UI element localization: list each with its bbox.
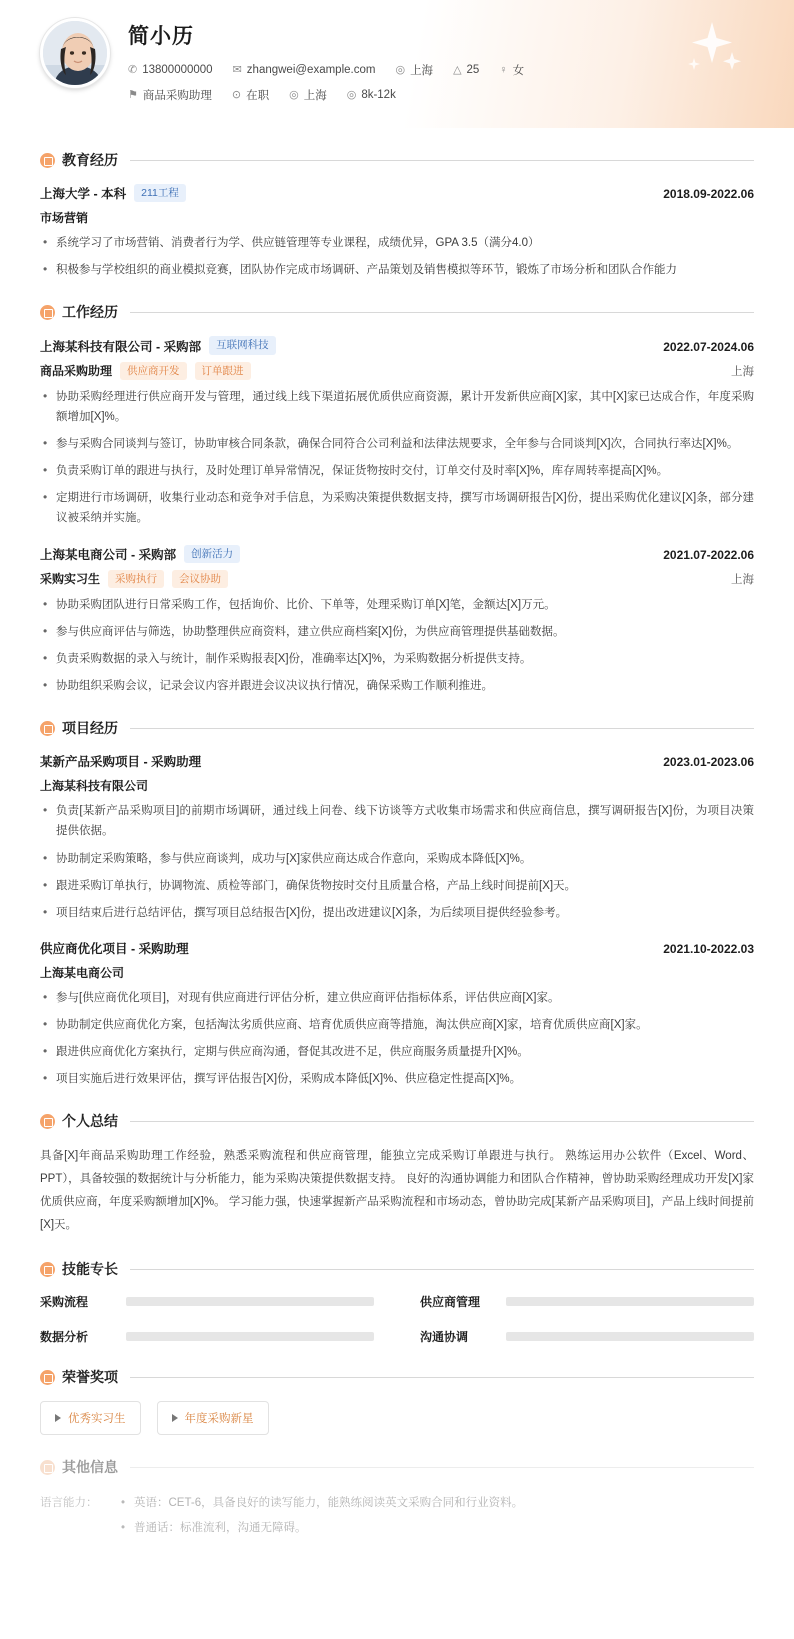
divider [130, 312, 754, 313]
education-entry [40, 184, 754, 280]
job-salary-value: 8k-12k [361, 89, 396, 101]
skill-bar [506, 1332, 754, 1341]
contact-phone [128, 64, 213, 76]
section-header-projects [40, 718, 754, 738]
education-tag: 211工程 [134, 184, 186, 202]
list-item: • 系统学习了市场营销、消费者行为学、供应链管理等专业课程，成绩优异，GPA 3.5（满分4.0） [40, 233, 754, 253]
contact-row [128, 62, 754, 78]
section-title-other: 其他信息 [62, 1459, 118, 1476]
honor-item[interactable] [40, 1401, 141, 1435]
job-status-value: 在职 [246, 90, 270, 102]
list-item: • 跟进供应商优化方案执行，定期与供应商沟通，督促其改进不足，供应商服务质量提升[X]%。 [40, 1042, 754, 1062]
skill-name: 采购流程 [40, 1295, 89, 1310]
entry-row [40, 545, 754, 563]
project-bullets [40, 801, 754, 923]
contact-email [233, 64, 376, 76]
phone-icon: ✆ [128, 63, 138, 76]
work-bullets [40, 595, 754, 697]
honor-icon [40, 1370, 55, 1385]
skill-bar [506, 1297, 754, 1306]
list-item: • 参与采购合同谈判与签订，协助审核合同条款，确保合同符合公司利益和法律法规要求，全年参与合同谈判[X]次，合同执行率达[X]%。 [40, 434, 754, 454]
work-company: 上海某电商公司 - 采购部 [40, 547, 177, 562]
list-item: • 参与供应商评估与筛选，协助整理供应商资料，建立供应商档案[X]份，为供应商管理提供基础数据。 [40, 622, 754, 642]
project-company: 上海某科技有限公司 [40, 779, 149, 794]
section-title-skills: 技能专长 [62, 1261, 118, 1278]
list-item: • 协助制定供应商优化方案，包括淘汰劣质供应商、培育优质供应商等措施，淘汰供应商[X]家，培育优质供应商[X]家。 [40, 1015, 754, 1035]
project-entry [40, 939, 754, 1090]
entry-row [40, 570, 754, 588]
section-other-info [40, 1457, 754, 1539]
contact-email-value: zhangwei@example.com [246, 64, 376, 76]
work-date: 2021.07-2022.06 [663, 547, 754, 562]
skills-icon [40, 1262, 55, 1277]
entry-row [40, 336, 754, 354]
education-school: 上海大学 - 本科 [40, 187, 127, 202]
contact-location [395, 62, 433, 78]
sparkle-icon [682, 18, 742, 81]
section-title-summary: 个人总结 [62, 1113, 118, 1130]
entry-row [40, 752, 754, 770]
honor-item[interactable] [157, 1401, 269, 1435]
list-item: • 项目结束后进行总结评估，撰写项目总结报告[X]份，提出改进建议[X]条，为后续项目提供经验参考。 [40, 903, 754, 923]
honor-label: 年度采购新星 [184, 1413, 254, 1426]
list-item: • 协助采购团队进行日常采购工作，包括询价、比价、下单等，处理采购订单[X]笔，金额达[X]万元。 [40, 595, 754, 615]
job-title [128, 87, 212, 103]
other-info-row [40, 1491, 754, 1515]
salary-icon: ◎ [346, 88, 357, 101]
work-date: 2022.07-2024.06 [663, 339, 754, 354]
skill-bar [126, 1332, 374, 1341]
contact-location-value: 上海 [410, 65, 434, 77]
section-header-skills [40, 1259, 754, 1279]
entry-row [40, 362, 754, 380]
entry-row [40, 184, 754, 202]
other-info-label: 语言能力： [40, 1497, 98, 1510]
section-summary [40, 1111, 754, 1237]
play-icon [55, 1414, 61, 1422]
summary-icon [40, 1114, 55, 1129]
work-entry [40, 545, 754, 697]
education-icon [40, 153, 55, 168]
other-info-row [40, 1516, 754, 1540]
other-info-item: • 普通话：标准流利，沟通无障碍。 [118, 1516, 307, 1540]
divider [130, 1467, 754, 1468]
skill-item [420, 1328, 754, 1345]
education-date: 2018.09-2022.06 [663, 187, 754, 202]
entry-row [40, 939, 754, 957]
section-projects [40, 718, 754, 1089]
contact-gender [499, 62, 524, 78]
education-major: 市场营销 [40, 211, 89, 226]
list-item: • 负责采购订单的跟进与执行，及时处理订单异常情况，保证货物按时交付，订单交付及时率[X]%，库存周转率提高[X]%。 [40, 461, 754, 481]
entry-row [40, 964, 754, 981]
contact-age-value: 25 [466, 64, 480, 76]
skill-item [40, 1328, 374, 1345]
job-title-value: 商品采购助理 [142, 90, 212, 102]
mail-icon: ✉ [232, 63, 242, 76]
briefcase-icon: ⚑ [128, 88, 138, 101]
work-company: 上海某科技有限公司 - 采购部 [40, 339, 202, 354]
project-entry [40, 752, 754, 923]
section-header-other [40, 1457, 754, 1477]
list-item: • 跟进采购订单执行，协调物流、质检等部门，确保货物按时交付且质量合格，产品上线时间提前[X]天。 [40, 876, 754, 896]
list-item: • 协助组织采购会议，记录会议内容并跟进会议决议执行情况，确保采购工作顺利推进。 [40, 676, 754, 696]
work-entry [40, 336, 754, 528]
section-title-projects: 项目经历 [62, 720, 118, 737]
work-location: 上海 [731, 574, 754, 587]
list-item: • 定期进行市场调研，收集行业动态和竞争对手信息，为采购决策提供数据支持，撰写市场调研报告[X]份，提出采购优化建议[X]条，部分建议被采纳并实施。 [40, 488, 754, 528]
work-role-tag: 供应商开发 [120, 362, 187, 380]
section-header-summary [40, 1111, 754, 1131]
skills-grid [40, 1293, 754, 1345]
section-work [40, 302, 754, 696]
list-item: • 负责[某新产品采购项目]的前期市场调研，通过线上问卷、线下访谈等方式收集市场需求和供应商信息，撰写调研报告[X]份，为项目决策提供依据。 [40, 801, 754, 841]
contact-phone-value: 13800000000 [142, 64, 213, 76]
resume-header [0, 0, 794, 128]
list-item: • 负责采购数据的录入与统计，制作采购报表[X]份，准确率达[X]%，为采购数据分析提供支持。 [40, 649, 754, 669]
entry-row [40, 777, 754, 794]
section-header-work [40, 302, 754, 322]
skill-item [40, 1293, 374, 1310]
job-status [232, 87, 269, 103]
job-city-value: 上海 [303, 90, 327, 102]
entry-row [40, 209, 754, 226]
section-skills [40, 1259, 754, 1345]
contact-age [453, 64, 479, 76]
page-title: 简小历 [128, 25, 194, 48]
other-info-label-spacer [40, 1516, 118, 1540]
section-title-honors: 荣誉奖项 [62, 1369, 118, 1386]
section-header-education [40, 150, 754, 170]
list-item: • 协助采购经理进行供应商开发与管理，通过线上线下渠道拓展优质供应商资源，累计开发新供应商[X]家，其中[X]家已达成合作，年度采购额增加[X]%。 [40, 387, 754, 427]
project-bullets [40, 988, 754, 1090]
skill-name: 供应商管理 [420, 1295, 481, 1310]
work-role: 商品采购助理 [40, 364, 113, 379]
skill-name: 沟通协调 [420, 1330, 469, 1345]
contact-gender-value: 女 [512, 65, 525, 77]
work-role-tag: 订单跟进 [195, 362, 251, 380]
list-item: • 积极参与学校组织的商业模拟竞赛，团队协作完成市场调研、产品策划及销售模拟等环节，锻炼了市场分析和团队合作能力 [40, 260, 754, 280]
divider [130, 1269, 754, 1270]
other-info-item: • 英语：CET-6，具备良好的读写能力，能熟练阅读英文采购合同和行业资料。 [118, 1491, 523, 1515]
divider [130, 1121, 754, 1122]
project-date: 2023.01-2023.06 [663, 755, 754, 770]
project-name: 供应商优化项目 - 采购助理 [40, 941, 189, 956]
section-honors [40, 1367, 754, 1435]
skill-name: 数据分析 [40, 1330, 89, 1345]
skill-item [420, 1293, 754, 1310]
divider [130, 160, 754, 161]
skill-bar [126, 1297, 374, 1306]
project-name: 某新产品采购项目 - 采购助理 [40, 755, 202, 770]
project-icon [40, 721, 55, 736]
avatar [40, 18, 110, 88]
summary-text: 具备[X]年商品采购助理工作经验，熟悉采购流程和供应商管理，能独立完成采购订单跟进与执行。 熟练运用办公软件（Excel、Word、PPT），具备较强的数据统计与分析能力，能为采购决策提供数据支持。 良好的沟通协调能力和团队合作精神，曾协助采购经理成功开发[X]家优质供应商，年度采购额增加[X]%。 学习能力强，快速掌握新产品采购流程和市场动态，曾协助完成[某新产品采购项目]，产品上线时间提前[X]天。 [40, 1150, 754, 1232]
job-info-row [128, 87, 754, 103]
section-header-honors [40, 1367, 754, 1387]
work-bullets [40, 387, 754, 529]
list-item: • 参与[供应商优化项目]，对现有供应商进行评估分析，建立供应商评估指标体系，评估供应商[X]家。 [40, 988, 754, 1008]
status-icon: ⊙ [231, 88, 242, 101]
play-icon [172, 1414, 178, 1422]
education-bullets [40, 233, 754, 280]
divider [130, 728, 754, 729]
work-industry-tag: 创新活力 [184, 545, 240, 563]
work-industry-tag: 互联网科技 [209, 336, 276, 354]
project-company: 上海某电商公司 [40, 965, 125, 980]
gender-icon: ♀ [499, 63, 508, 76]
work-role-tag: 会议协助 [172, 570, 228, 588]
section-education [40, 150, 754, 280]
section-title-education: 教育经历 [62, 152, 118, 168]
work-role: 采购实习生 [40, 572, 101, 587]
section-title-work: 工作经历 [62, 304, 118, 321]
job-city [289, 87, 327, 103]
resume-content [0, 150, 794, 1570]
list-item: • 项目实施后进行效果评估，撰写评估报告[X]份，采购成本降低[X]%、供应稳定性提高[X]%。 [40, 1069, 754, 1089]
project-date: 2021.10-2022.03 [663, 941, 754, 956]
divider [130, 1377, 754, 1378]
city-icon: ◎ [289, 88, 299, 101]
age-icon: △ [453, 63, 462, 76]
honors-list [40, 1401, 754, 1435]
list-item: • 协助制定采购策略，参与供应商谈判，成功与[X]家供应商达成合作意向，采购成本降低[X]%。 [40, 849, 754, 869]
other-info-icon [40, 1460, 55, 1475]
location-icon: ◎ [395, 63, 406, 76]
honor-label: 优秀实习生 [68, 1413, 126, 1426]
job-salary [347, 89, 396, 101]
work-role-tag: 采购执行 [108, 570, 164, 588]
work-icon [40, 305, 55, 320]
work-location: 上海 [731, 366, 754, 379]
